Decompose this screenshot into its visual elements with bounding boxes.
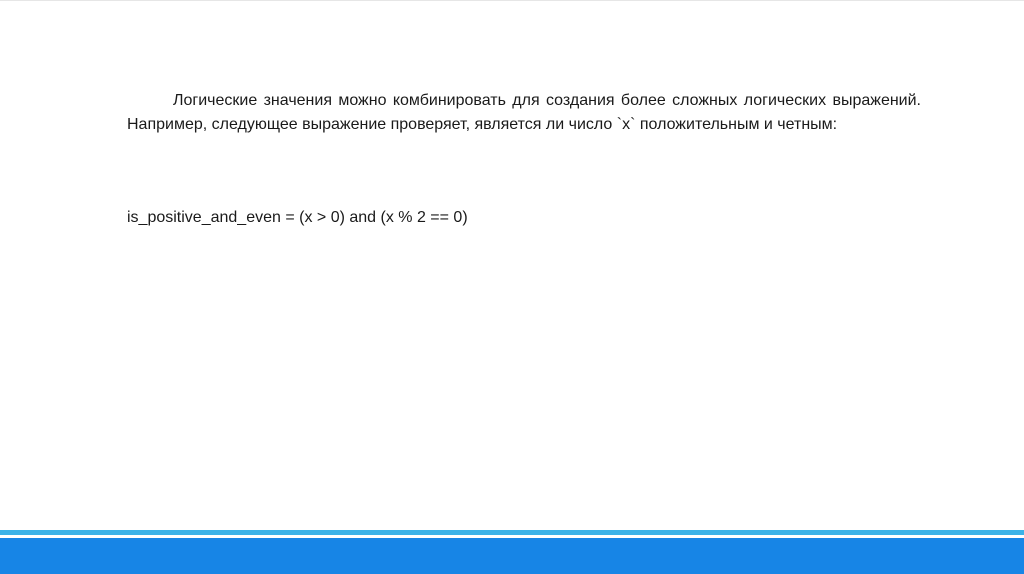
footer-band <box>0 538 1024 574</box>
top-divider <box>0 0 1024 1</box>
body-paragraph: Логические значения можно комбинировать для создания более сложных логических выражений. Например, следующее выражение проверяет, является ли число `x` положительным и четным: <box>127 92 921 133</box>
code-example: is_positive_and_even = (x > 0) and (x % 2 == 0) <box>127 209 468 226</box>
footer-bar <box>0 530 1024 574</box>
